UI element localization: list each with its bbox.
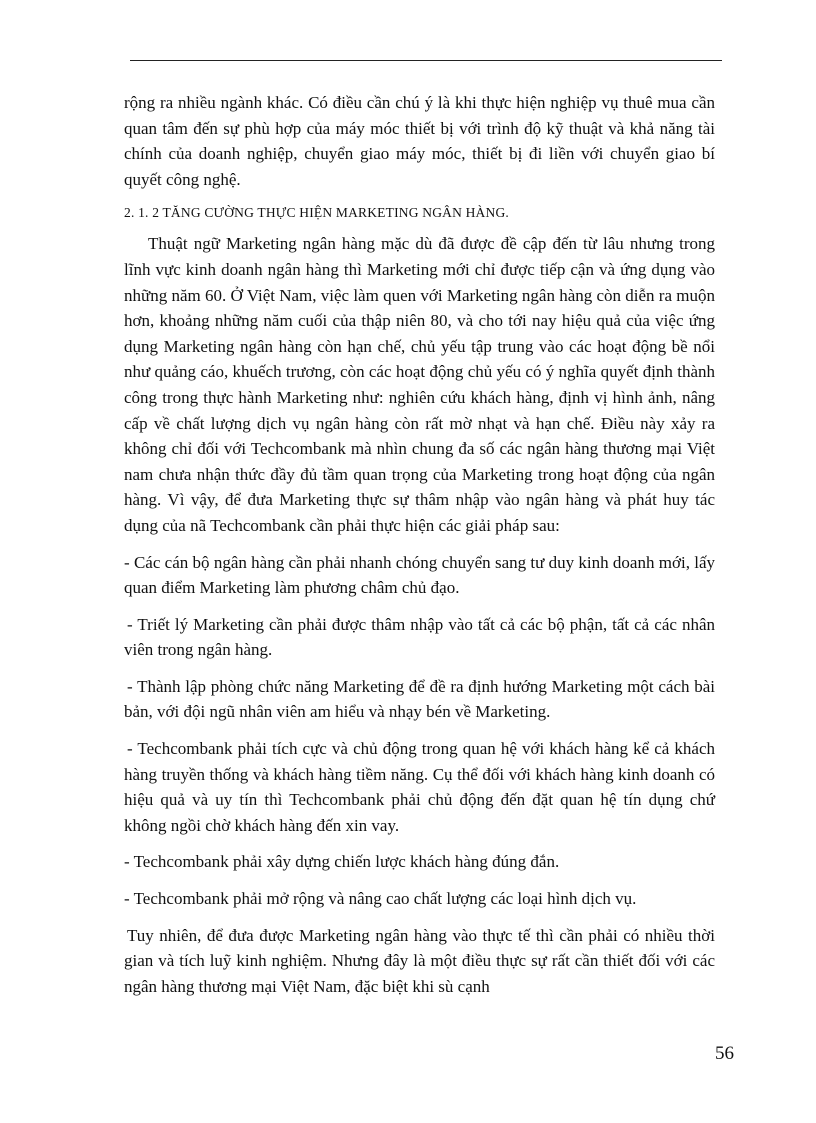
header-rule [130, 60, 722, 61]
section-heading: 2. 1. 2 TĂNG CƯỜNG THỰC HIỆN MARKETING NGÂN HÀNG. [124, 205, 509, 221]
bullet-item: - Các cán bộ ngân hàng cần phải nhanh chóng chuyển sang tư duy kinh doanh mới, lấy quan điểm Marketing làm phương châm chủ đạo. [124, 552, 715, 598]
page-number: 56 [715, 1043, 734, 1064]
bullet-item: - Techcombank phải tích cực và chủ động trong quan hệ với khách hàng kể cả khách hàng truyền thống và khách hàng tiềm năng. Cụ thể đối với khách hàng kinh doanh có hiệu quả và uy tín thì Techcombank phải chủ động đến đặt quan hệ tín dụng chứ không ngồi chờ khách hàng đến xin vay. [124, 739, 715, 835]
bullet-item: - Techcombank phải mở rộng và nâng cao chất lượng các loại hình dịch vụ. [124, 889, 637, 909]
intro-paragraph: Thuật ngữ Marketing ngân hàng mặc dù đã được đề cập đến từ lâu nhưng trong lĩnh vực kinh doanh ngân hàng thì Marketing mới chỉ được tiếp cận và ứng dụng vào những năm 60. Ở Việt Nam, việc làm quen với Marketing ngân hàng còn diễn ra muộn hơn, khoảng những năm cuối của thập niên 80, và cho tới nay hiệu quả của việc ứng dụng Marketing ngân hàng còn hạn chế, chủ yếu tập trung vào các hoạt động bề nổi như quảng cáo, khuếch trương, còn các hoạt động chủ yếu có ý nghĩa quyết định thành công trong thực hành Marketing như: nghiên cứu khách hàng, định vị hình ảnh, nâng cấp về chất lượng dịch vụ ngân hàng còn rất mờ nhạt và hạn chế. Điều này xảy ra không chỉ đối với Techcombank mà nhìn chung đa số các ngân hàng thương mại Việt nam chưa nhận thức đầy đủ tầm quan trọng của Marketing trong hoạt động của ngân hàng. Vì vậy, để đưa Marketing thực sự thâm nhập vào ngân hàng và phát huy tác dụng của nã Techcombank cần phải thực hiện các giải pháp sau: [124, 234, 715, 535]
page-content [124, 90, 715, 1010]
opening-paragraph: rộng ra nhiều ngành khác. Có điều cần chú ý là khi thực hiện nghiệp vụ thuê mua cần quan tâm đến sự phù hợp của máy móc thiết bị với trình độ kỹ thuật và khả năng tài chính của doanh nghiệp, chuyển giao máy móc, thiết bị đi liền với chuyển giao bí quyết công nghệ. [124, 93, 715, 189]
bullet-item: - Triết lý Marketing cần phải được thâm nhập vào tất cả các bộ phận, tất cả các nhân viên trong ngân hàng. [124, 614, 715, 660]
bullet-item: - Thành lập phòng chức năng Marketing để đề ra định hướng Marketing một cách bài bản, với đội ngũ nhân viên am hiểu và nhạy bén về Marketing. [124, 676, 715, 722]
bullet-item: - Techcombank phải xây dựng chiến lược khách hàng đúng đắn. [124, 852, 560, 872]
closing-paragraph: Tuy nhiên, để đưa được Marketing ngân hàng vào thực tế thì cần phải có nhiều thời gian và tích luỹ kinh nghiệm. Nhưng đây là một điều thực sự rất cần thiết đối với các ngân hàng thương mại Việt Nam, đặc biệt khi sù cạnh [124, 925, 715, 996]
